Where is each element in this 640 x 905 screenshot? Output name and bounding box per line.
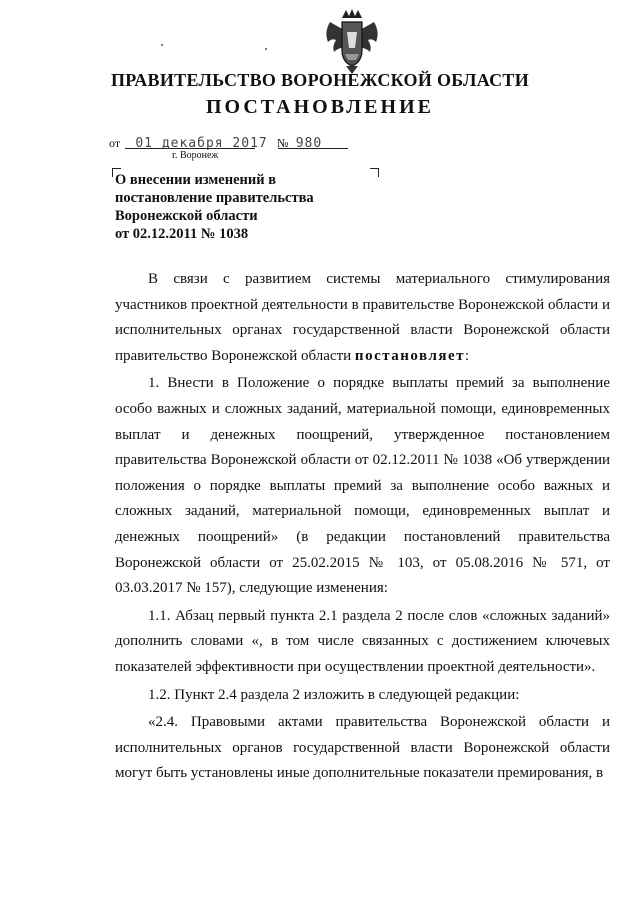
paragraph-item-1: 1. Внести в Положение о порядке выплаты премий за выполнение особо важных и сложных заданий, материальной помощи, единовременных выплат и денежных поощрений, утвержденное постановлением правительства Воронежской области от 02.12.2011 № 1038 «Об утверждении положения о порядке выплаты премий за выполнение особо важных и сложных заданий, материальной помощи, единовременных выплат и денежных поощрений» (в редакции постановлений правительства Воронежской области от 25.02.2015 № 103, от 05.08.2016 № 571, от 03.03.2017 № 157), следующие изменения: <box>115 375 610 597</box>
preamble-text: В связи с развитием системы материального стимулирования участников проектной деятельности в правительстве Воронежской области и исполнительных органах государственной власти Воронежской области правительство Воронежской области <box>115 271 610 364</box>
subject-bracket-right <box>370 168 379 177</box>
date-underline <box>125 148 255 149</box>
decree-date: 01 декабря 2017 <box>135 136 268 151</box>
number-prefix: № <box>277 136 289 150</box>
paragraph-item-1-1: 1.1. Абзац первый пункта 2.1 раздела 2 после слов «сложных заданий» дополнить словами «, в том числе связанных с достижением ключевых показателей эффективности при осуществлении проектной деятельности». <box>115 607 610 675</box>
subject-line: О внесении изменений в <box>115 172 277 188</box>
paragraph-item-1-2: 1.2. Пункт 2.4 раздела 2 изложить в следующей редакции: <box>148 686 520 703</box>
subject-line: от 02.12.2011 № 1038 <box>115 226 249 242</box>
number-underline <box>278 148 348 149</box>
scan-speck <box>265 48 267 50</box>
paragraph-preamble <box>115 267 610 369</box>
subject-line: постановление правительства <box>115 190 314 206</box>
coat-of-arms-icon <box>322 8 382 76</box>
government-title: ПРАВИТЕЛЬСТВО ВОРОНЕЖСКОЙ ОБЛАСТИ <box>110 70 530 90</box>
date-prefix: от <box>109 136 121 150</box>
preamble-colon: : <box>465 347 470 364</box>
subject-line: Воронежской области <box>115 208 258 224</box>
decree-body <box>115 267 610 787</box>
decree-number: 980 <box>295 136 323 151</box>
resolves-word: постановляет <box>354 347 466 364</box>
paragraph-item-2-4: «2.4. Правовыми актами правительства Воронежской области и исполнительных органов государственной власти Воронежской области могут быть установлены иные дополнительные показатели премирования, в <box>115 714 610 782</box>
city: г. Воронеж <box>172 150 219 161</box>
document-type-title: ПОСТАНОВЛЕНИЕ <box>206 96 434 118</box>
decree-subject <box>115 171 314 243</box>
scan-speck <box>161 44 163 46</box>
